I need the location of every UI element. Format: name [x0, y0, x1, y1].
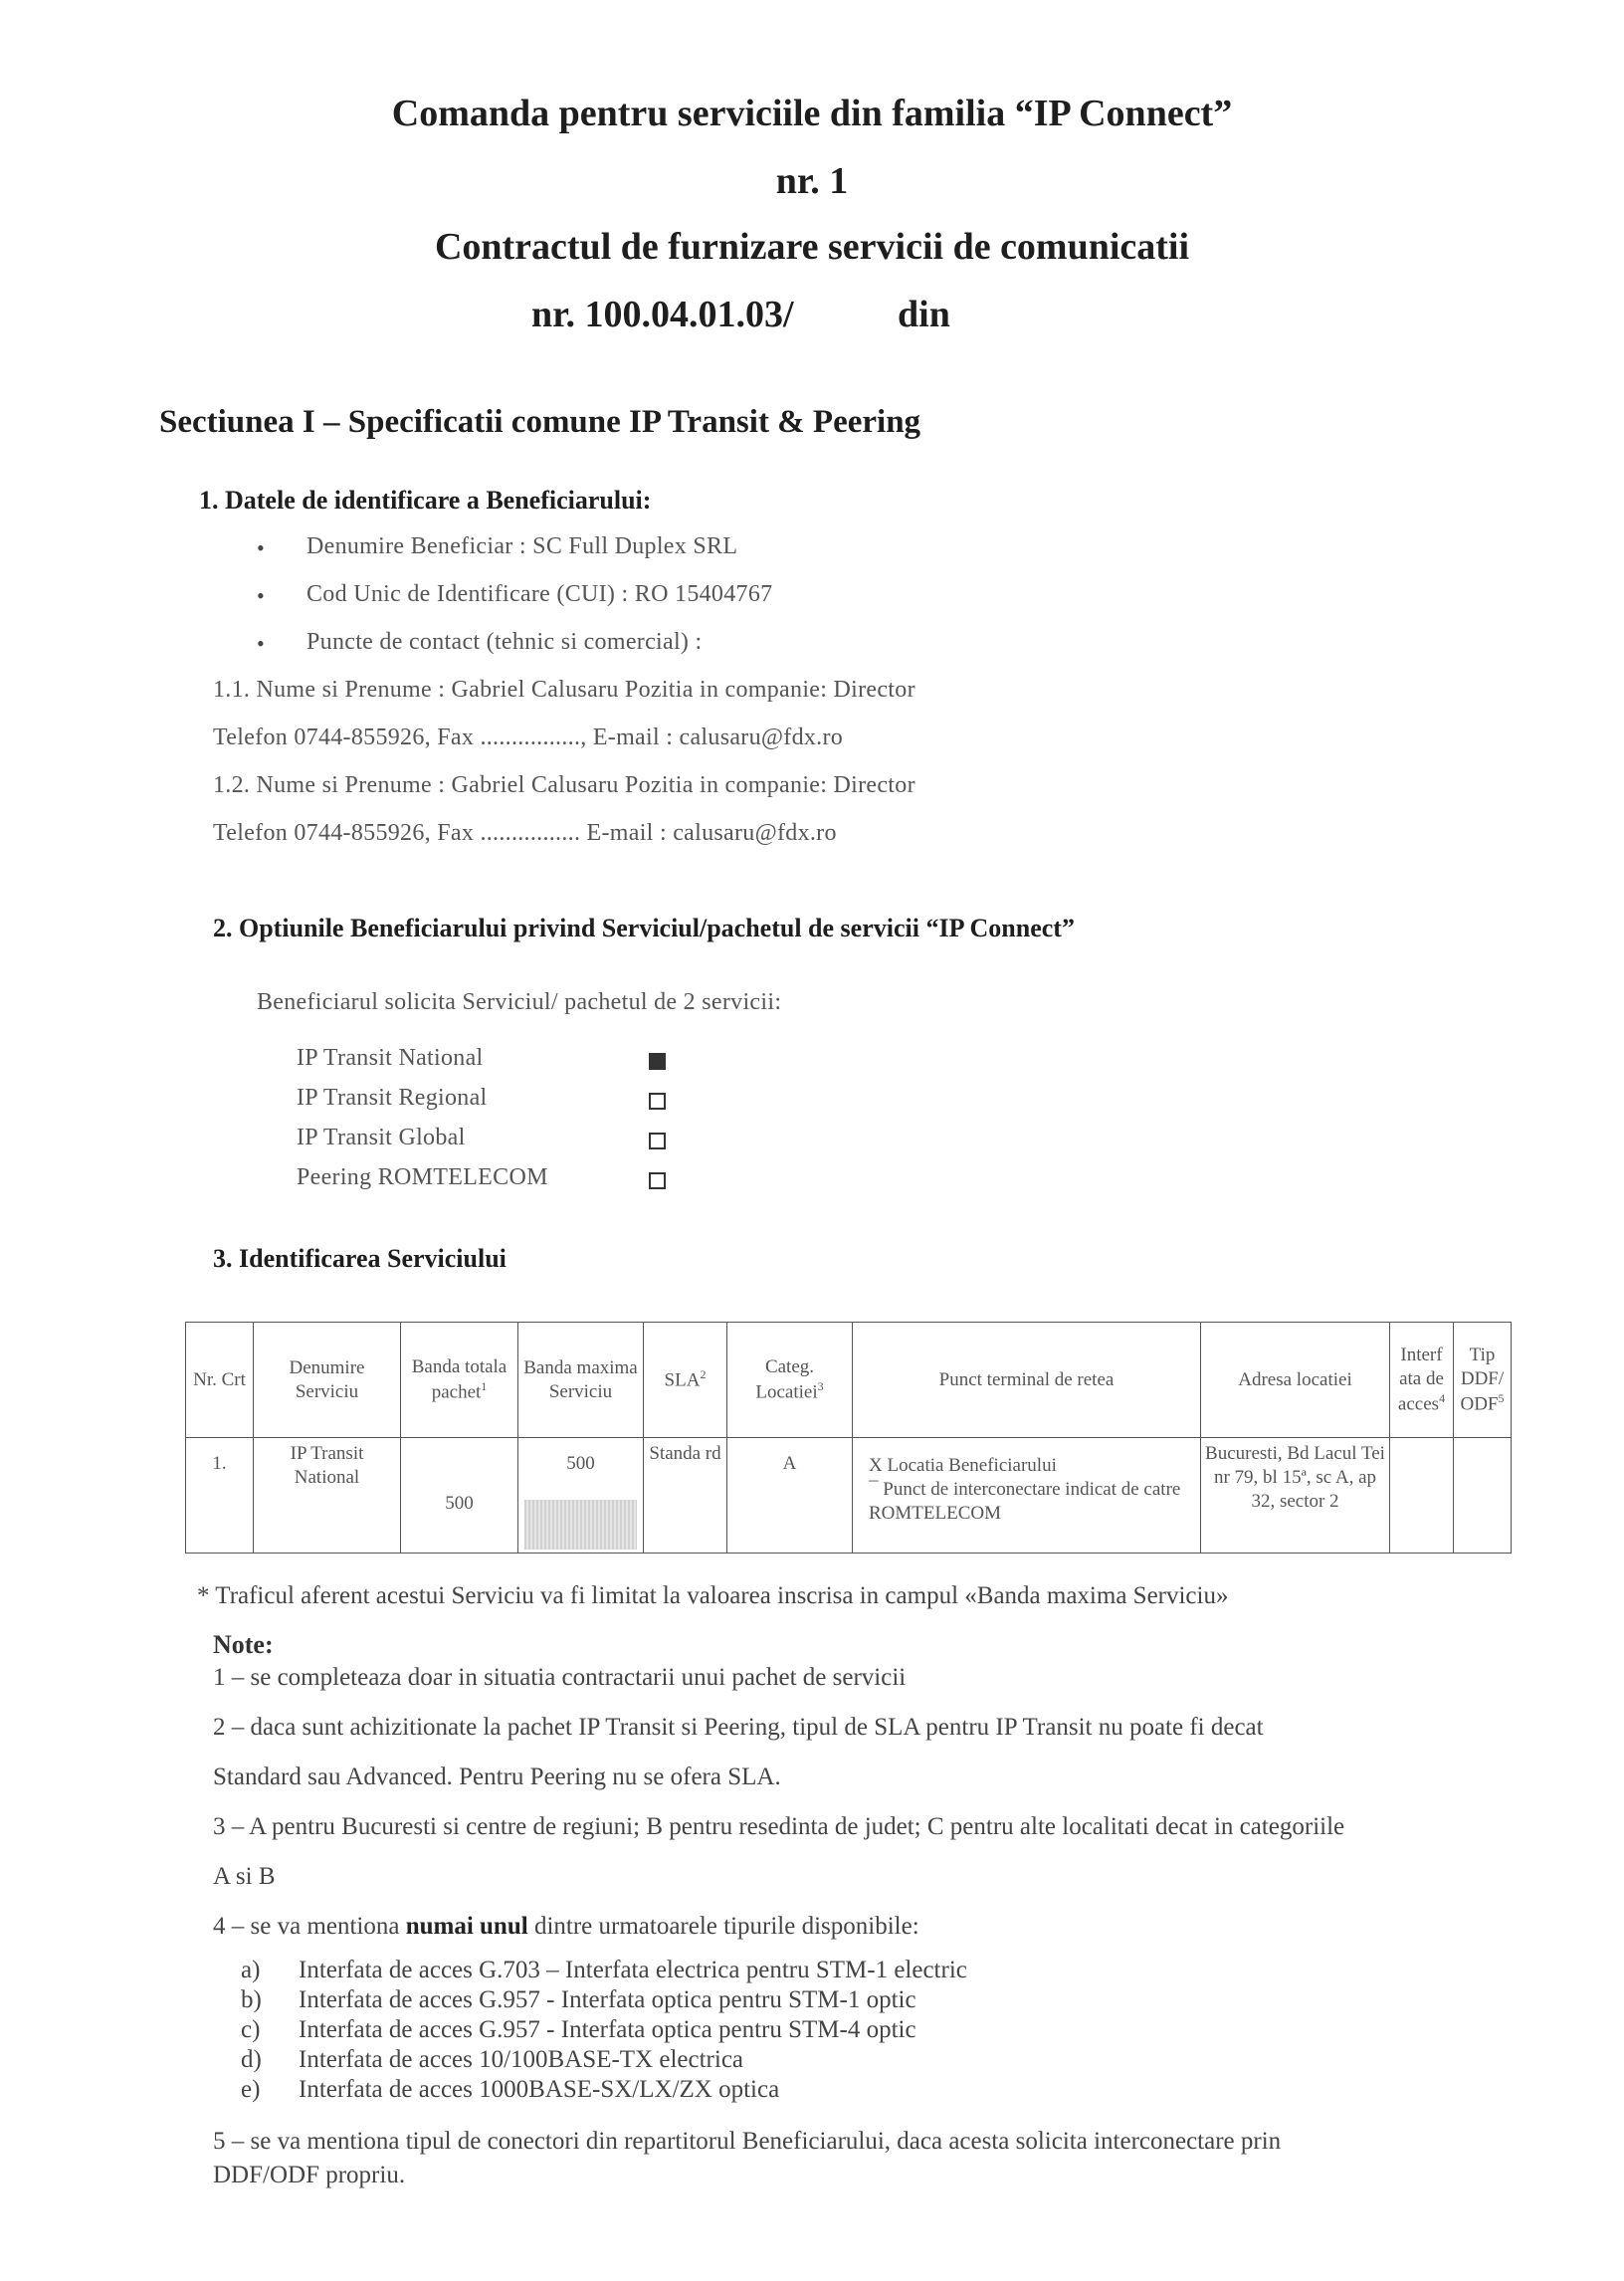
contract-title: Contractul de furnizare servicii de comunicatii — [434, 226, 1190, 268]
interface-letter: e) — [241, 2076, 261, 2103]
option-label: IP Transit National — [297, 1045, 484, 1071]
cell-sla: Standa rd — [644, 1438, 727, 1554]
note-3-line1: 3 – A pentru Bucuresti si centre de regiuni; B pentru resedinta de judet; C pentru alte localitati decat in categoriile — [213, 1813, 1345, 1840]
cell-tip[interactable] — [1454, 1438, 1512, 1554]
section-title: Sectiunea I – Specificatii comune IP Transit & Peering — [159, 404, 921, 440]
notes-label: Note: — [213, 1630, 274, 1659]
interface-option: Interfata de acces G.703 – Interfata electrica pentru STM-1 electric — [299, 1957, 967, 1983]
note-4 — [213, 1913, 919, 1941]
option-checkbox[interactable] — [649, 1133, 666, 1149]
header-interfata: Interf ata de acces$^4$ — [1390, 1323, 1454, 1438]
bullet-icon: • — [257, 583, 265, 608]
note-2-line2: Standard sau Advanced. Pentru Peering nu se ofera SLA. — [213, 1763, 781, 1790]
interface-option: Interfata de acces G.957 - Interfata optica pentru STM-4 optic — [299, 2016, 916, 2043]
cell-banda-totala: 500 — [401, 1438, 518, 1554]
interface-letter: c) — [241, 2016, 261, 2043]
traffic-note: * Traficul aferent acestui Serviciu va fi limitat la valoarea inscrisa in campul «Banda maxima Serviciu» — [197, 1582, 1229, 1609]
option-checkbox-checked[interactable] — [649, 1053, 666, 1070]
note-4-emphasis: numai unul — [405, 1913, 528, 1940]
note-3-line2: A si B — [213, 1863, 276, 1890]
contract-number: nr. 100.04.01.03/ — [531, 294, 794, 335]
order-number: nr. 1 — [775, 160, 849, 202]
cell-interfata[interactable] — [1390, 1438, 1454, 1554]
cell-nr: 1. — [186, 1438, 254, 1554]
option-checkbox[interactable] — [649, 1093, 666, 1110]
table-header-row — [186, 1323, 1512, 1438]
note-1: 1 – se completeaza doar in situatia contractarii unui pachet de servicii — [213, 1664, 907, 1691]
service-table — [185, 1322, 1512, 1554]
banda-maxima-value: 500 — [566, 1453, 595, 1474]
beneficiary-name: Denumire Beneficiar : SC Full Duplex SRL — [306, 533, 738, 559]
bullet-icon: • — [257, 535, 265, 560]
contact-1-phone: Telefon 0744-855926, Fax ................, E-mail : calusaru@fdx.ro — [213, 725, 844, 750]
header-sla: SLA$^2$ — [644, 1323, 727, 1438]
header-denumire: Denumire Serviciu — [254, 1323, 401, 1438]
option-label: IP Transit Regional — [297, 1085, 488, 1111]
item2-heading: 2. Optiunile Beneficiarului privind Serviciul/pachetul de servicii “IP Connect” — [213, 914, 1075, 942]
item3-heading: 3. Identificarea Serviciului — [213, 1244, 507, 1273]
contact-1-name: 1.1. Nume si Prenume : Gabriel Calusaru Pozitia in companie: Director — [213, 677, 915, 703]
header-adresa: Adresa locatiei — [1201, 1323, 1390, 1438]
cell-categ: A — [727, 1438, 853, 1554]
item1-heading: 1. Datele de identificare a Beneficiarului: — [199, 486, 652, 515]
contact-points-label: Puncte de contact (tehnic si comercial) : — [306, 629, 703, 655]
header-nr: Nr. Crt — [186, 1323, 254, 1438]
note-5-line1: 5 – se va mentiona tipul de conectori din repartitorul Beneficiarului, daca acesta solicita interconectare prin — [213, 2128, 1282, 2155]
option-checkbox[interactable] — [649, 1172, 666, 1189]
contract-date-label: din — [898, 294, 950, 335]
header-punct: Punct terminal de retea — [853, 1323, 1201, 1438]
interface-letter: a) — [241, 1957, 261, 1983]
punct-line2: ¯ Punct de interconectare indicat de catre ROMTELECOM — [869, 1478, 1181, 1524]
cell-banda-maxima — [518, 1438, 644, 1554]
note-4-pre: 4 – se va mentiona — [213, 1913, 406, 1940]
bullet-icon: • — [257, 631, 265, 656]
interface-option: Interfata de acces 1000BASE-SX/LX/ZX optica — [299, 2076, 780, 2103]
table-row — [186, 1438, 1512, 1554]
cell-punct — [853, 1438, 1201, 1554]
package-intro: Beneficiarul solicita Serviciul/ pachetul de 2 servicii: — [257, 989, 782, 1015]
interface-option: Interfata de acces G.957 - Interfata optica pentru STM-1 optic — [299, 1986, 916, 2013]
option-label: IP Transit Global — [297, 1125, 466, 1150]
header-categ: Categ. Locatiei$^3$ — [727, 1323, 853, 1438]
contact-2-name: 1.2. Nume si Prenume : Gabriel Calusaru Pozitia in companie: Director — [213, 772, 915, 798]
option-label: Peering ROMTELECOM — [297, 1164, 548, 1190]
header-tip: Tip DDF/ ODF$^5$ — [1454, 1323, 1512, 1438]
note-2-line1: 2 – daca sunt achizitionate la pachet IP Transit si Peering, tipul de SLA pentru IP Transit nu poate fi decat — [213, 1714, 1264, 1741]
interface-option: Interfata de acces 10/100BASE-TX electrica — [299, 2046, 744, 2073]
punct-line1: X Locatia Beneficiarului — [869, 1455, 1057, 1476]
note-5-line2: DDF/ODF propriu. — [213, 2162, 406, 2188]
note-4-post: dintre urmatoarele tipurile disponibile: — [527, 1913, 919, 1940]
interface-letter: d) — [241, 2046, 262, 2073]
contact-2-phone: Telefon 0744-855926, Fax ................ E-mail : calusaru@fdx.ro — [213, 820, 837, 846]
cell-denumire: IP Transit National — [254, 1438, 401, 1554]
interface-letter: b) — [241, 1986, 262, 2013]
header-banda-maxima: Banda maxima Serviciu — [518, 1323, 644, 1438]
document-title: Comanda pentru serviciile din familia “IP Connect” — [391, 93, 1233, 134]
header-banda-totala: Banda totala pachet$^1$ — [401, 1323, 518, 1438]
shaded-box — [524, 1500, 637, 1550]
cell-adresa: Bucuresti, Bd Lacul Tei nr 79, bl 15ª, sc A, ap 32, sector 2 — [1201, 1438, 1390, 1554]
beneficiary-cui: Cod Unic de Identificare (CUI) : RO 15404767 — [306, 581, 773, 607]
